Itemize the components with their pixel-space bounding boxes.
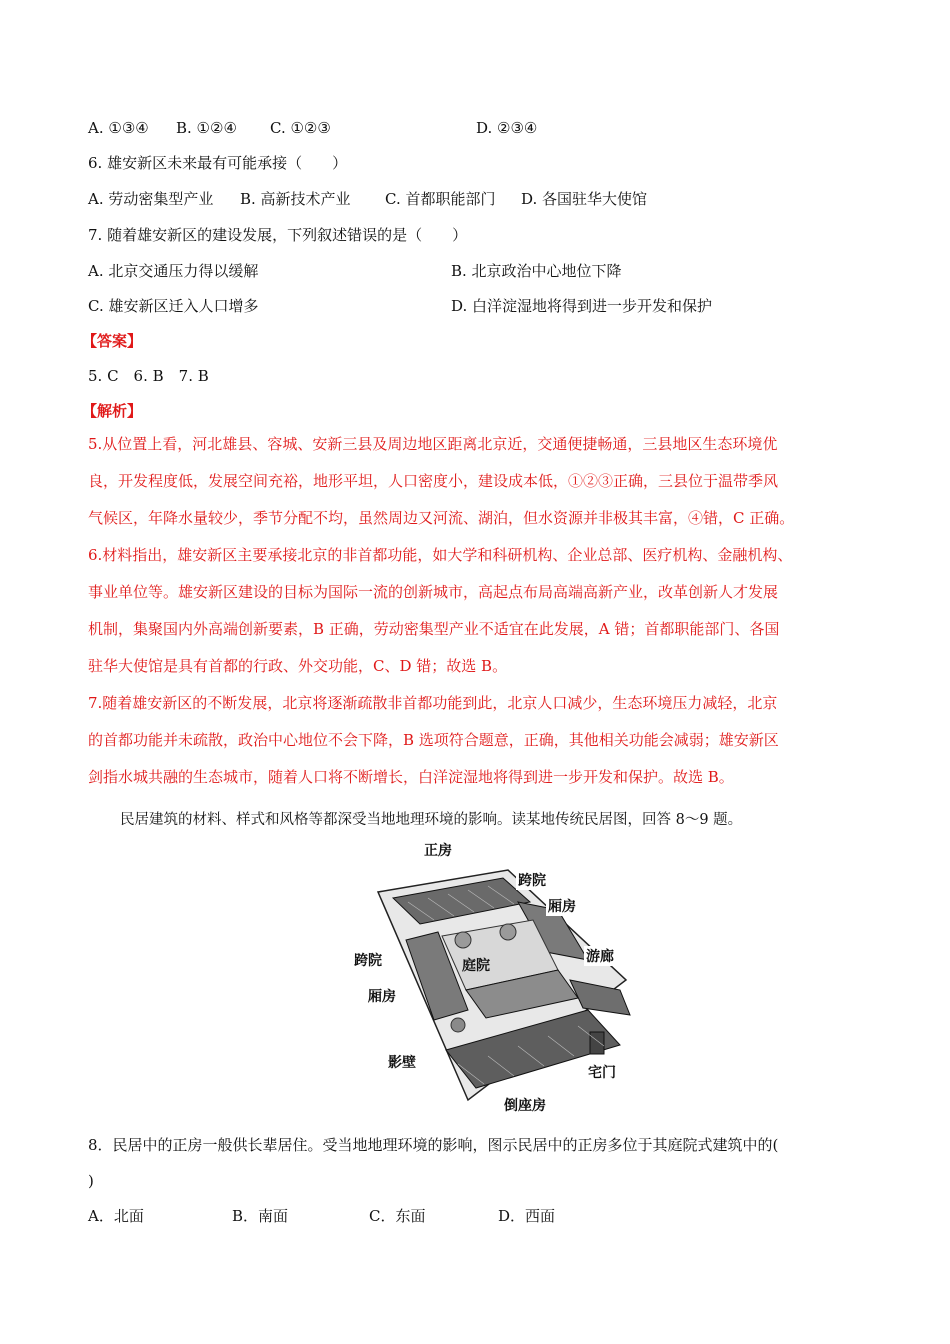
q6-option-b: B. 高新技术产业 xyxy=(240,190,351,208)
answer-tag: 【答案】 xyxy=(82,332,143,350)
q8-option-a: A．北面 xyxy=(88,1207,144,1225)
analysis-q6 xyxy=(88,537,868,685)
q8-option-c: C．东面 xyxy=(369,1207,426,1225)
q5-option-d: D. ②③④ xyxy=(476,119,538,137)
analysis-q7 xyxy=(88,685,868,796)
analysis-q7-line: 的首都功能并未疏散，政治中心地位不会下降，B 选项符合题意，正确，其他相关功能会减弱；雄安新区 xyxy=(88,731,779,749)
q6-option-d: D. 各国驻华大使馆 xyxy=(521,190,648,208)
q6-option-a: A. 劳动密集型产业 xyxy=(88,190,214,208)
q7-option-c: C. 雄安新区迁入人口增多 xyxy=(88,297,259,315)
analysis-q5-line: 气候区，年降水量较少，季节分配不均，虽然周边又河流、湖泊，但水资源并非极其丰富，④错，C 正确。 xyxy=(88,509,795,527)
analysis-tag: 【解析】 xyxy=(82,402,143,420)
courtyard-house-drawing xyxy=(354,840,638,1118)
q6-stem: 6. 雄安新区未来最有可能承接（ ） xyxy=(88,154,348,172)
q7-option-a: A. 北京交通压力得以缓解 xyxy=(88,262,259,280)
analysis-q6-line: 6.材料指出，雄安新区主要承接北京的非首都功能，如大学和科研机构、企业总部、医疗机构、金融机构、 xyxy=(88,546,793,564)
q8-option-b: B．南面 xyxy=(232,1207,289,1225)
q8-stem-line2: ) xyxy=(88,1172,94,1190)
q7-stem: 7. 随着雄安新区的建设发展，下列叙述错误的是（ ） xyxy=(88,226,468,244)
analysis-q5 xyxy=(88,426,868,537)
analysis-q6-line: 驻华大使馆是具有首都的行政、外交功能，C、D 错；故选 B。 xyxy=(88,657,508,675)
q5-option-b: B. ①②④ xyxy=(176,119,237,137)
q6-option-c: C. 首都职能部门 xyxy=(385,190,496,208)
label-yingbi: 影壁 xyxy=(388,1055,416,1071)
label-xiangfang-left: 厢房 xyxy=(368,989,396,1005)
label-zhaimen: 宅门 xyxy=(588,1065,616,1081)
courtyard-house-figure xyxy=(354,840,638,1118)
analysis-q7-line: 7.随着雄安新区的不断发展，北京将逐渐疏散非首都功能到此，北京人口减少，生态环境压力减轻，北京 xyxy=(88,694,778,712)
analysis-q5-line: 良，开发程度低，发展空间充裕，地形平坦，人口密度小，建设成本低，①②③正确，三县位于温带季风 xyxy=(88,472,779,490)
analysis-q6-line: 事业单位等。雄安新区建设的目标为国际一流的创新城市，高起点布局高端高新产业，改革创新人才发展 xyxy=(88,583,779,601)
q8-stem-line1: 8．民居中的正房一般供长辈居住。受当地地理环境的影响，图示民居中的正房多位于其庭院式建筑中的( xyxy=(88,1136,779,1154)
intro-text: 民居建筑的材料、样式和风格等都深受当地地理环境的影响。读某地传统民居图，回答 8～9 题。 xyxy=(120,812,743,828)
analysis-q7-line: 剑指水城共融的生态城市，随着人口将不断增长，白洋淀湿地将得到进一步开发和保护。故选 B。 xyxy=(88,768,734,786)
q7-option-d: D. 白洋淀湿地将得到进一步开发和保护 xyxy=(451,297,713,315)
q7-option-b: B. 北京政治中心地位下降 xyxy=(451,262,622,280)
label-zhengfang: 正房 xyxy=(424,843,452,859)
q5-option-a: A. ①③④ xyxy=(88,119,149,137)
label-xiangfang-right: 厢房 xyxy=(548,899,576,915)
label-youlang: 游廊 xyxy=(586,949,614,965)
label-tingyuan: 庭院 xyxy=(462,958,490,974)
analysis-q6-line: 机制，集聚国内外高端创新要素，B 正确，劳动密集型产业不适宜在此发展，A 错；首都职能部门、各国 xyxy=(88,620,780,638)
q5-option-c: C. ①②③ xyxy=(270,119,331,137)
label-kuayuan-right: 跨院 xyxy=(518,873,546,889)
label-daozuofang: 倒座房 xyxy=(504,1098,546,1114)
answer-text: 5. C 6. B 7. B xyxy=(88,367,209,385)
q8-option-d: D．西面 xyxy=(498,1207,556,1225)
label-kuayuan-left: 跨院 xyxy=(354,953,382,969)
analysis-q5-line: 5.从位置上看，河北雄县、容城、安新三县及周边地区距离北京近，交通便捷畅通，三县地区生态环境优 xyxy=(88,435,778,453)
